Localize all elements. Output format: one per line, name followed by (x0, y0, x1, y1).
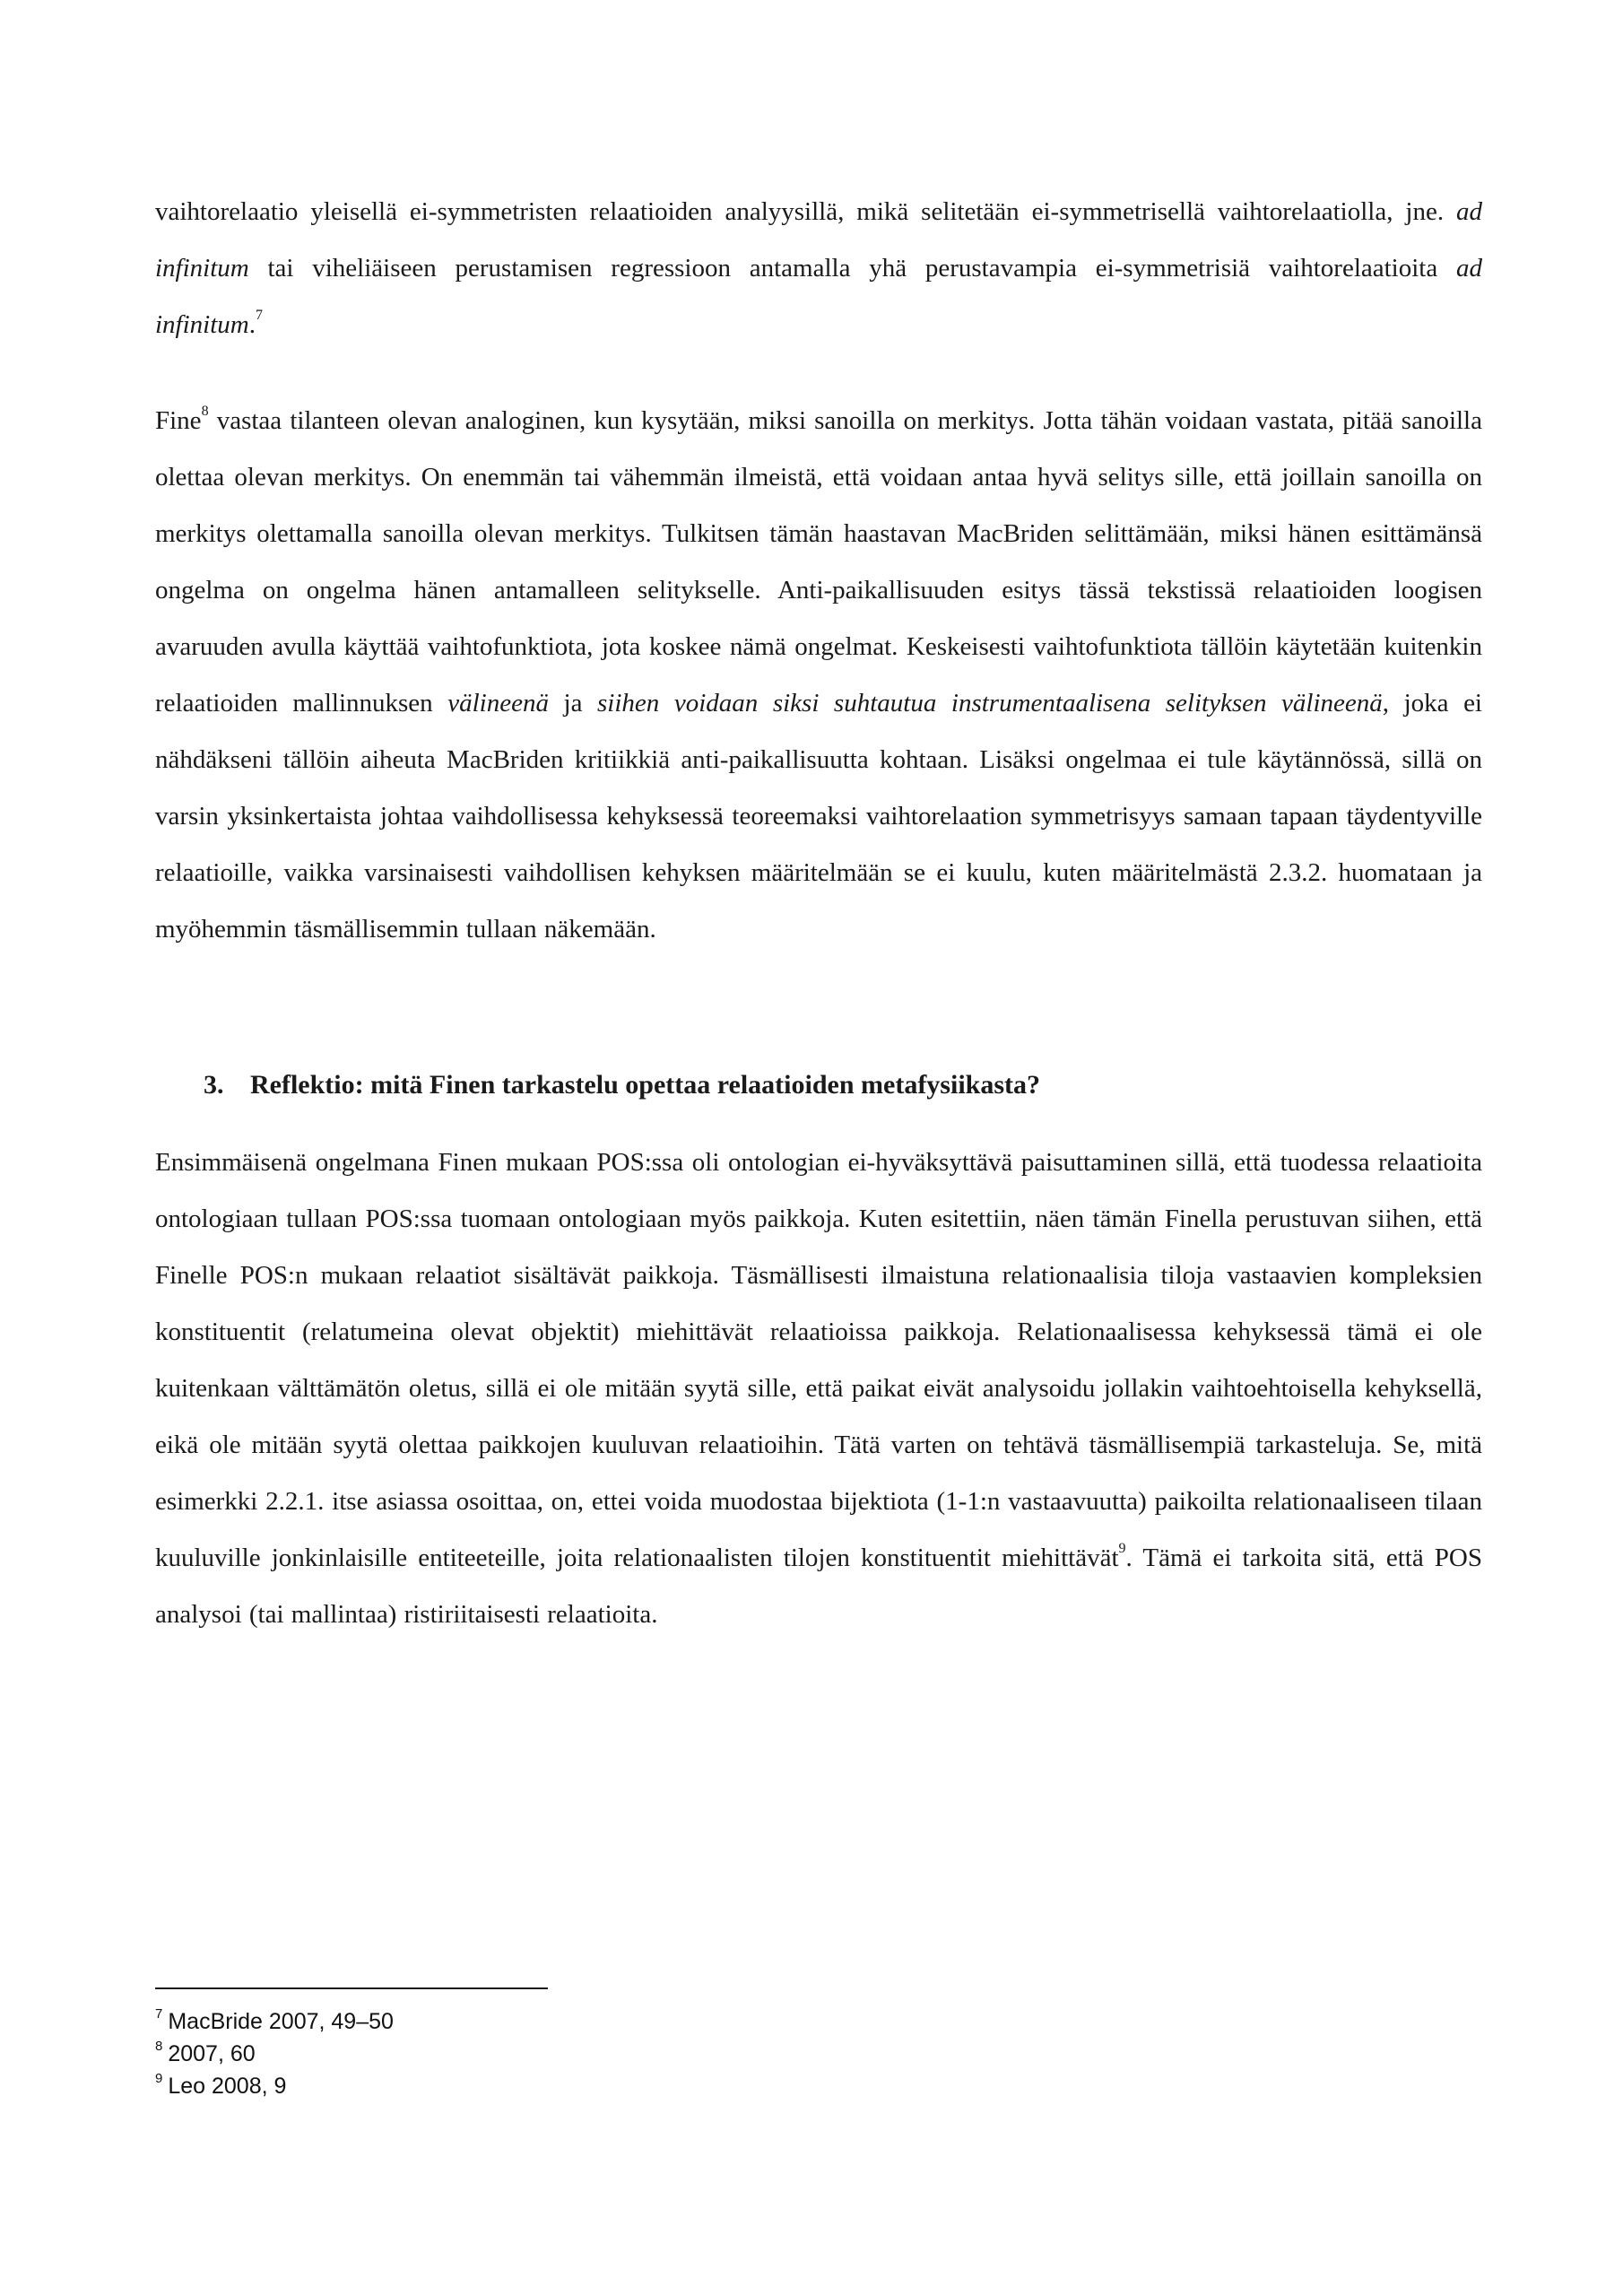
paragraph-text: vaihtorelaatio yleisellä ei-symmetristen relaatioiden analyysillä, mikä selitetään ei-symmetrisellä vaihtorelaatiolla, jne. (155, 197, 1456, 226)
footnote-separator (155, 1987, 548, 1989)
footnote-mark: 9 (155, 2070, 163, 2086)
footnotes (155, 2005, 394, 2102)
footnote-mark: 7 (155, 2005, 163, 2022)
footnote-text: 2007, 60 (168, 2041, 256, 2066)
paragraph-text: , joka ei nähdäkseni tällöin aiheuta MacBriden kritiikkiä anti-paikallisuutta kohtaan. Lisäksi ongelmaa ei tule käytännössä, sillä on varsin yksinkertaista johtaa vaihdollisessa kehyksessä teoreemaksi vaihtorelaation symmetrisyys samaan tapaan täydentyville relaatioille, vaikka varsinaisesti vaihdollisen kehyksen määritelmään se ei kuulu, kuten määritelmästä 2.3.2. huomataan ja myöhemmin täsmällisemmin tullaan näkemään. (155, 689, 1482, 944)
page-body (155, 184, 1482, 1643)
footnote-item (155, 2070, 394, 2102)
italic-term: ad infinitum (155, 197, 1482, 283)
footnote-reference[interactable]: 7 (255, 308, 263, 324)
footnote-text: Leo 2008, 9 (168, 2074, 287, 2099)
paragraph-text: Ensimmäisenä ongelmana Finen mukaan POS:ssa oli ontologian ei-hyväksyttävä paisuttaminen sillä, että tuodessa relaatioita ontologiaan tullaan POS:ssa tuomaan ontologiaan myös paikkoja. Kuten esitettiin, näen tämän Finella perustuvan siihen, että Finelle POS:n mukaan relaatiot sisältävät paikkoja. Täsmällisesti ilmaistuna relationaalisia tiloja vastaavien kompleksien konstituentit (relatumeina olevat objektit) miehittävät relaatioissa paikkoja. Relationaalisessa kehyksessä tämä ei ole kuitenkaan välttämätön oletus, sillä ei ole mitään syytä sille, että paikat eivät analysoidu jollakin vaihtoehtoisella kehyksellä, eikä ole mitään syytä olettaa paikkojen kuuluvan relaatioihin. Tätä varten on tehtävä täsmällisempiä tarkasteluja. Se, mitä esimerkki 2.2.1. itse asiassa osoittaa, on, ettei voida muodostaa bijektiota (1-1:n vastaavuutta) paikoilta relationaaliseen tilaan kuuluville jonkinlaisille entiteeteille, joita relationaalisten tilojen konstituentit miehittävät (155, 1148, 1482, 1572)
section-title: Reflektio: mitä Finen tarkastelu opettaa relaatioiden metafysiikasta? (250, 1070, 1041, 1100)
footnote-mark: 8 (155, 2038, 163, 2054)
section-number: 3. (204, 1070, 224, 1100)
italic-term: ad infinitum (155, 254, 1482, 339)
paragraph-1 (155, 184, 1482, 353)
paragraph-text: Fine (155, 406, 202, 435)
paragraph-text: . (248, 310, 256, 339)
italic-term: välineenä (447, 689, 549, 718)
paragraph-text: . Tämä ei tarkoita sitä, että POS analysoi (tai mallintaa) ristiriitaisesti relaatioita. (155, 1544, 1482, 1629)
footnote-item (155, 2038, 394, 2070)
footnote-item (155, 2005, 394, 2038)
footnote-reference[interactable]: 9 (1118, 1541, 1126, 1557)
section-heading (155, 1057, 1482, 1113)
footnote-text: MacBride 2007, 49–50 (168, 2009, 394, 2034)
paragraph-text: ja (548, 689, 598, 718)
paragraph-2 (155, 393, 1482, 958)
italic-phrase: siihen voidaan siksi suhtautua instrumentaalisena selityksen välineenä (597, 689, 1383, 718)
paragraph-3 (155, 1135, 1482, 1643)
paragraph-text: tai viheliäiseen perustamisen regressioon antamalla yhä perustavampia ei-symmetrisiä vaihtorelaatioita (248, 254, 1456, 283)
paragraph-text: vastaa tilanteen olevan analoginen, kun kysytään, miksi sanoilla on merkitys. Jotta tähän voidaan vastata, pitää sanoilla olettaa olevan merkitys. On enemmän tai vähemmän ilmeistä, että voidaan antaa hyvä selitys sille, että joillain sanoilla on merkitys olettamalla sanoilla olevan merkitys. Tulkitsen tämän haastavan MacBriden selittämään, miksi hänen esittämänsä ongelma on ongelma hänen antamalleen selitykselle. Anti-paikallisuuden esitys tässä tekstissä relaatioiden loogisen avaruuden avulla käyttää vaihtofunktiota, jota koskee nämä ongelmat. Keskeisesti vaihtofunktiota tällöin käytetään kuitenkin relaatioiden mallinnuksen (155, 406, 1482, 718)
footnote-reference[interactable]: 8 (201, 404, 209, 420)
